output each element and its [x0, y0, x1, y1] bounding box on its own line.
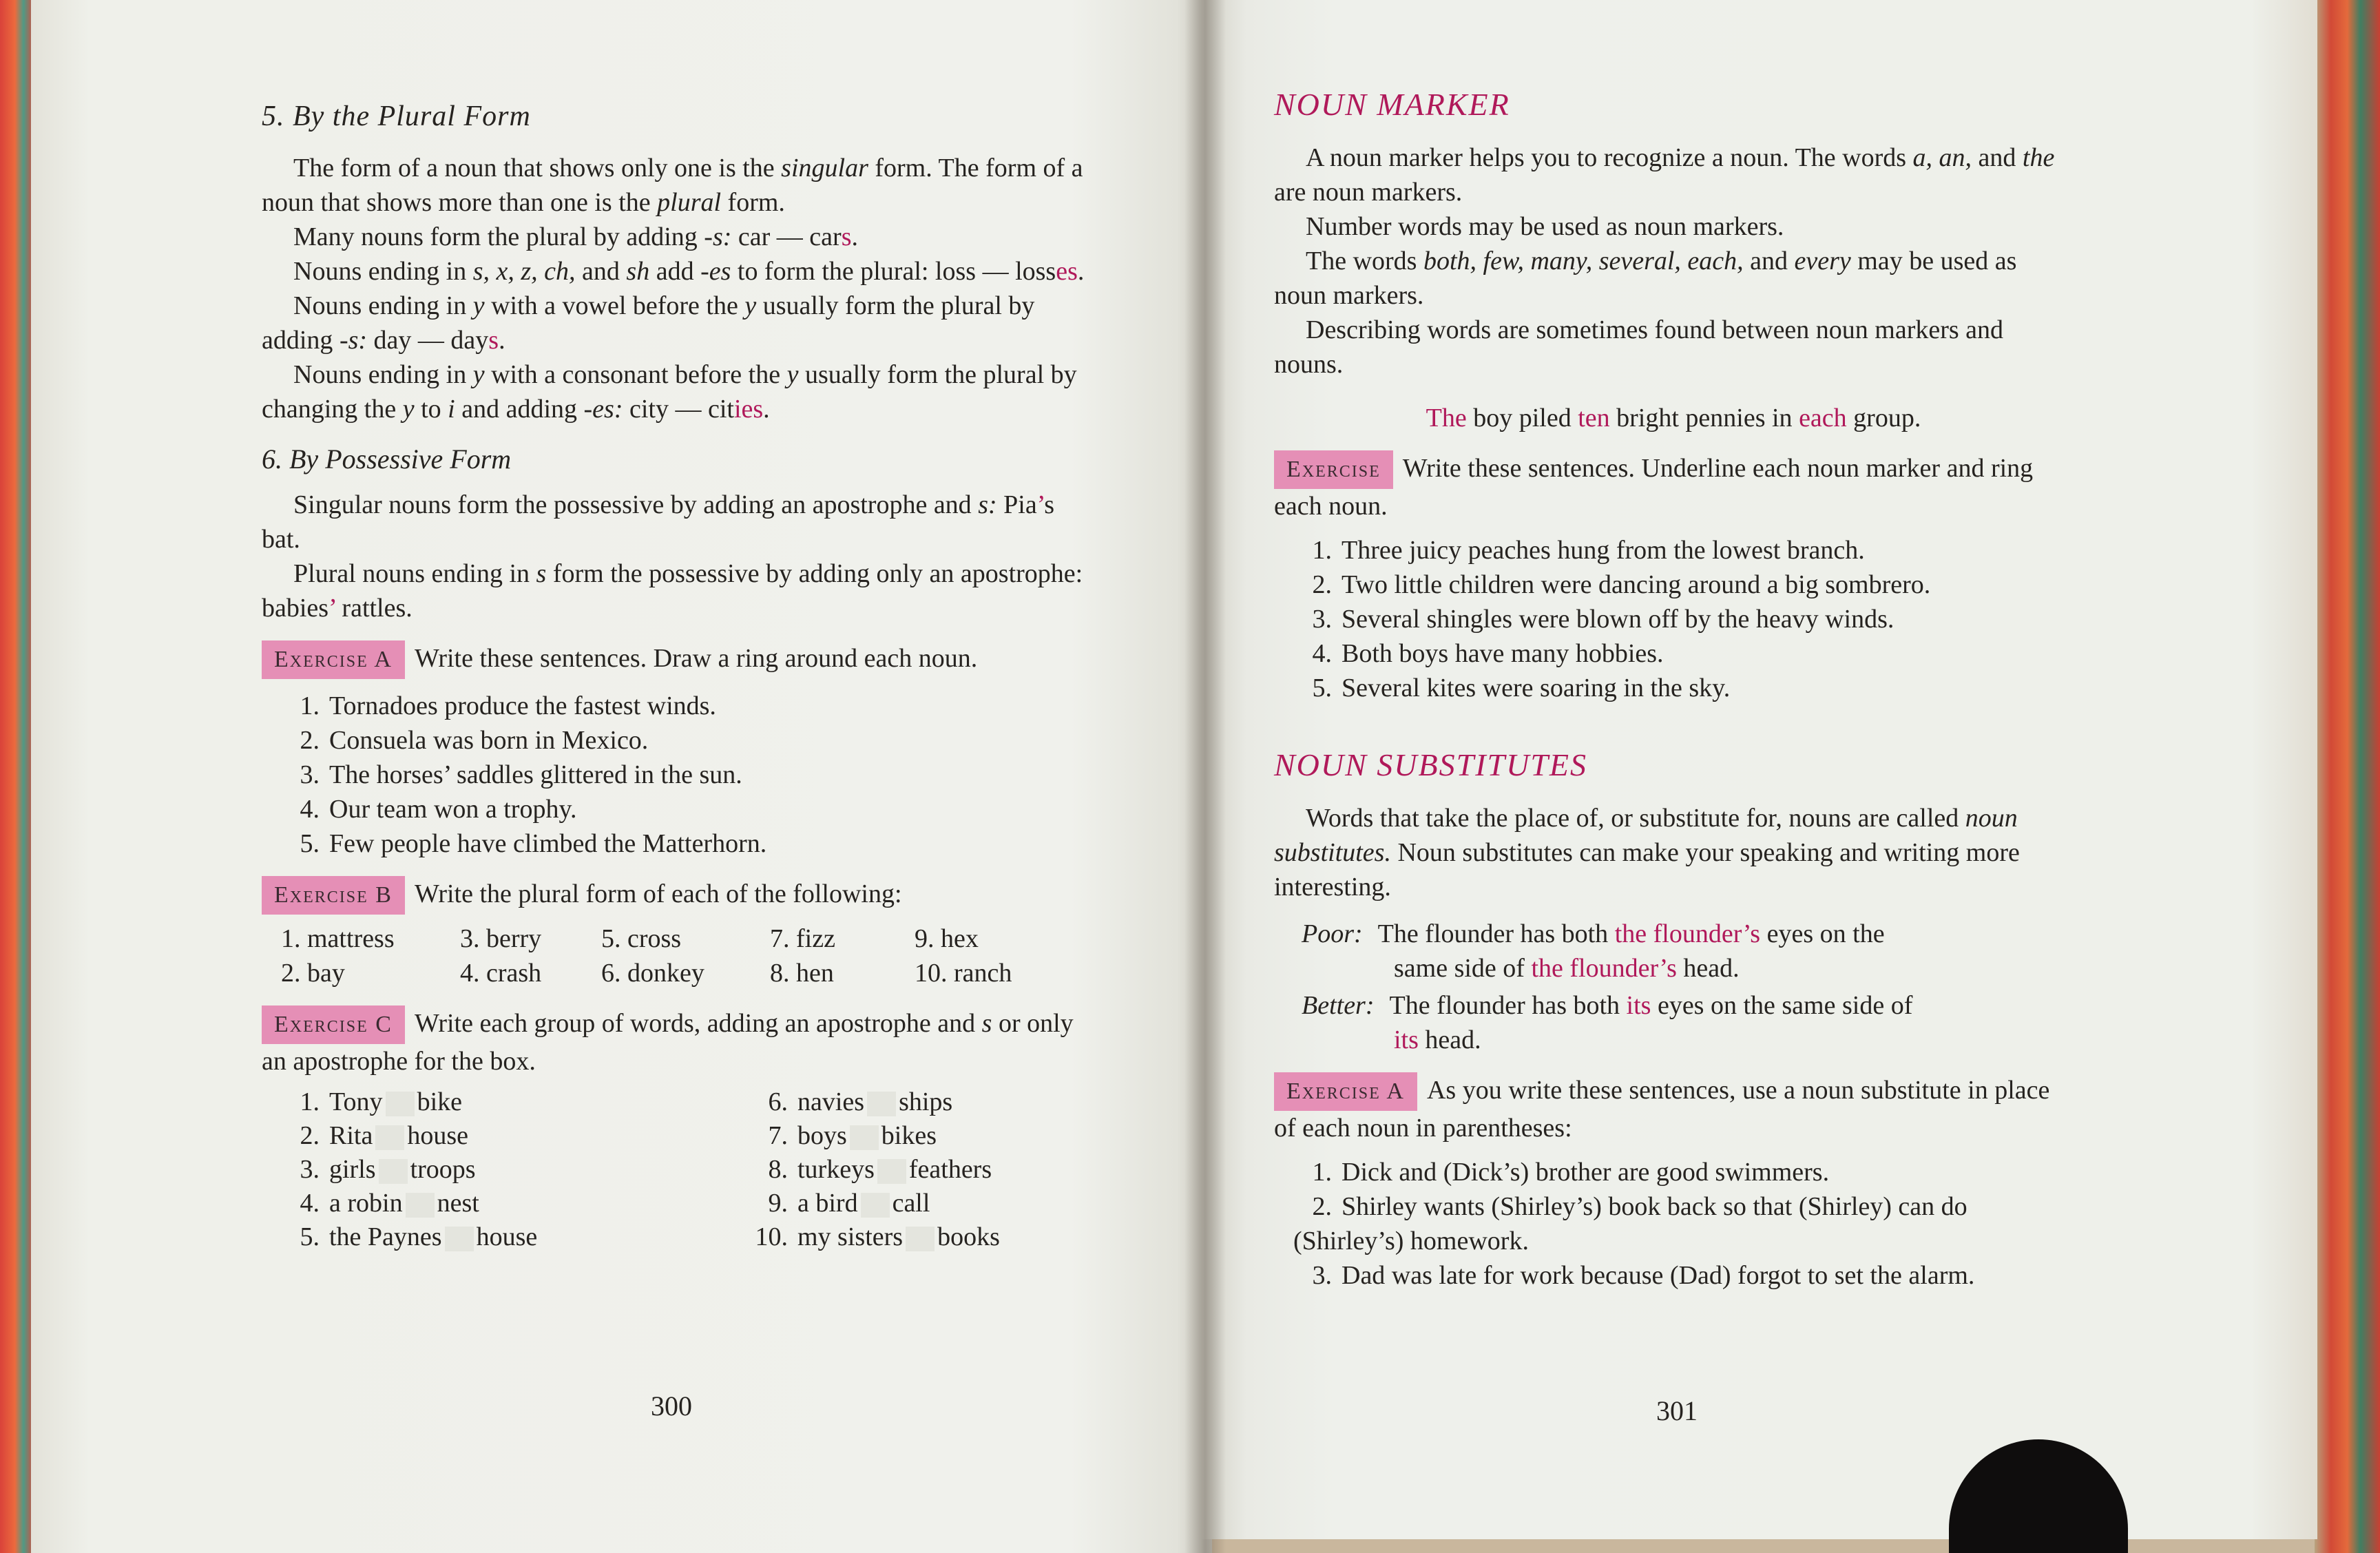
exercise-noun-marker	[1274, 450, 2073, 523]
exercise-a-right	[1274, 1072, 2073, 1145]
list-item: 3. Dad was late for work because (Dad) forgot to set the alarm.	[1312, 1261, 1975, 1290]
word-item: 1. mattress	[281, 924, 395, 953]
exercise-a-list	[262, 689, 1098, 861]
word-item: 8. hen	[770, 959, 834, 988]
book-gutter	[1184, 0, 1226, 1553]
list-item: 2. Two little children were dancing around a big sombrero.	[1312, 570, 1931, 599]
exercise-instruction: As you write these sentences, use a noun substitute in place of each noun in parentheses:	[1274, 1076, 2050, 1143]
list-item: 4. Our team won a trophy.	[300, 795, 577, 824]
answer-box	[406, 1193, 435, 1218]
plural-rule-vowel-y: Nouns ending in y with a vowel before the y usually form the plural by adding -s: day — days.	[262, 291, 1035, 355]
word-pair: 2. Rita house	[300, 1121, 468, 1150]
noun-substitutes-definition: Words that take the place of, or substitute for, nouns are called noun substitutes. Noun substitutes can make your speaking and writing more interesting.	[1274, 804, 2020, 901]
plural-rule-consonant-y: Nouns ending in y with a consonant before the y usually form the plural by changing the y to i and adding -es: city — cities.	[262, 360, 1077, 424]
word-item: 9. hex	[915, 924, 979, 953]
word-pair: 7. boys bikes	[768, 1121, 937, 1150]
list-item: 3. Several shingles were blown off by the heavy winds.	[1312, 605, 1894, 634]
poor-label: Poor:	[1302, 919, 1363, 948]
section-heading-plural-form: 5. By the Plural Form	[262, 101, 531, 132]
answer-box	[906, 1227, 935, 1251]
exercise-b	[262, 876, 1098, 915]
word-pair: 3. girls troops	[300, 1155, 476, 1184]
exercise-badge: Exercise B	[262, 876, 405, 915]
page-number-right: 301	[1656, 1395, 1698, 1426]
possessive-singular-rule: Singular nouns form the possessive by adding an apostrophe and s: Pia’s bat.	[262, 490, 1055, 554]
exercise-substitute-list	[1274, 1155, 2073, 1293]
word-item: 7. fizz	[770, 924, 835, 953]
page-number-left: 300	[651, 1390, 692, 1421]
word-pair: 1. Tony bike	[300, 1087, 462, 1116]
list-item: 2. Shirley wants (Shirley’s) book back so that (Shirley) can do (Shirley’s) homework.	[1293, 1192, 1967, 1255]
word-item: 4. crash	[460, 959, 542, 988]
describing-words-paragraph: Describing words are sometimes found between noun markers and nouns.	[1274, 315, 2004, 379]
better-label: Better:	[1302, 991, 1375, 1020]
plural-definition-paragraph: The form of a noun that shows only one is the singular form. The form of a noun that shows more than one is the plural form.	[262, 154, 1083, 217]
word-pair: 4. a robin nest	[300, 1189, 479, 1218]
word-item: 3. berry	[460, 924, 542, 953]
list-item: 3. The horses’ saddles glittered in the sun.	[300, 760, 742, 789]
number-words-paragraph: Number words may be used as noun markers.	[1306, 212, 1784, 241]
plural-rule-s: Many nouns form the plural by adding -s: car — cars.	[293, 222, 858, 251]
exercise-b-words	[281, 921, 1098, 990]
exercise-badge: Exercise A	[1274, 1072, 1417, 1111]
noun-marker-definition: A noun marker helps you to recognize a noun. The words a, an, and the are noun markers.	[1274, 143, 2055, 207]
book-cover-right-edge	[2315, 0, 2380, 1553]
answer-box	[877, 1159, 906, 1184]
list-item: 1. Tornadoes produce the fastest winds.	[300, 691, 716, 720]
right-page-content	[1274, 86, 2073, 1293]
answer-box	[375, 1125, 404, 1150]
word-pair: 6. navies ships	[768, 1087, 953, 1116]
exercise-c-pairs	[262, 1085, 1098, 1254]
word-item: 10. ranch	[915, 959, 1012, 988]
section-heading-possessive-form: 6. By Possessive Form	[262, 444, 512, 475]
word-item: 2. bay	[281, 959, 345, 988]
answer-box	[379, 1159, 408, 1184]
exercise-badge: Exercise C	[262, 1005, 405, 1044]
list-item: 1. Three juicy peaches hung from the lowest branch.	[1312, 536, 1865, 565]
word-item: 5. cross	[601, 924, 682, 953]
exercise-c: Exercise C Write each group of words, adding an apostrophe and s or only an apostrophe for the box.	[262, 1005, 1098, 1078]
section-heading-noun-marker: NOUN MARKER	[1274, 87, 1510, 122]
poor-example: Poor: The flounder has both the flounder’s eyes on the same side of the flounder’s head.	[1302, 919, 1885, 983]
list-item: 5. Several kites were soaring in the sky.	[1312, 674, 1731, 702]
exercise-badge: Exercise A	[262, 640, 405, 679]
exercise-a-left	[262, 640, 1098, 679]
list-item: 1. Dick and (Dick’s) brother are good swimmers.	[1312, 1158, 1830, 1187]
answer-box	[867, 1092, 896, 1116]
list-item: 5. Few people have climbed the Matterhorn.	[300, 829, 767, 858]
exercise-noun-marker-list	[1274, 533, 2073, 705]
answer-box	[850, 1125, 879, 1150]
marker-words-paragraph: The words both, few, many, several, each, and every may be used as noun markers.	[1274, 247, 2017, 310]
answer-box	[445, 1227, 474, 1251]
exercise-instruction: Write these sentences. Underline each noun marker and ring each noun.	[1274, 454, 2034, 521]
list-item: 2. Consuela was born in Mexico.	[300, 726, 649, 755]
word-item: 6. donkey	[601, 959, 704, 988]
word-pair: 9. a bird call	[768, 1189, 930, 1218]
list-item: 4. Both boys have many hobbies.	[1312, 639, 1664, 668]
word-pair: 5. the Paynes house	[300, 1222, 538, 1251]
possessive-plural-rule: Plural nouns ending in s form the possessive by adding only an apostrophe: babies’ rattles.	[262, 559, 1083, 623]
word-pair: 10. my sisters books	[755, 1222, 1000, 1251]
example-sentence: The boy piled ten bright pennies in each group.	[1426, 404, 1921, 432]
better-example: Better: The flounder has both its eyes on the same side of its head.	[1302, 991, 1913, 1054]
answer-box	[386, 1092, 415, 1116]
exercise-instruction: Write these sentences. Draw a ring around each noun.	[414, 644, 978, 673]
word-pair: 8. turkeys feathers	[768, 1155, 992, 1184]
plural-rule-es: Nouns ending in s, x, z, ch, and sh add -es to form the plural: loss — losses.	[293, 257, 1085, 286]
exercise-badge: Exercise	[1274, 450, 1393, 489]
section-heading-noun-substitutes: NOUN SUBSTITUTES	[1274, 747, 1588, 782]
left-page-content	[262, 100, 1098, 1254]
exercise-instruction: Write the plural form of each of the following:	[414, 879, 902, 908]
answer-box	[861, 1193, 890, 1218]
